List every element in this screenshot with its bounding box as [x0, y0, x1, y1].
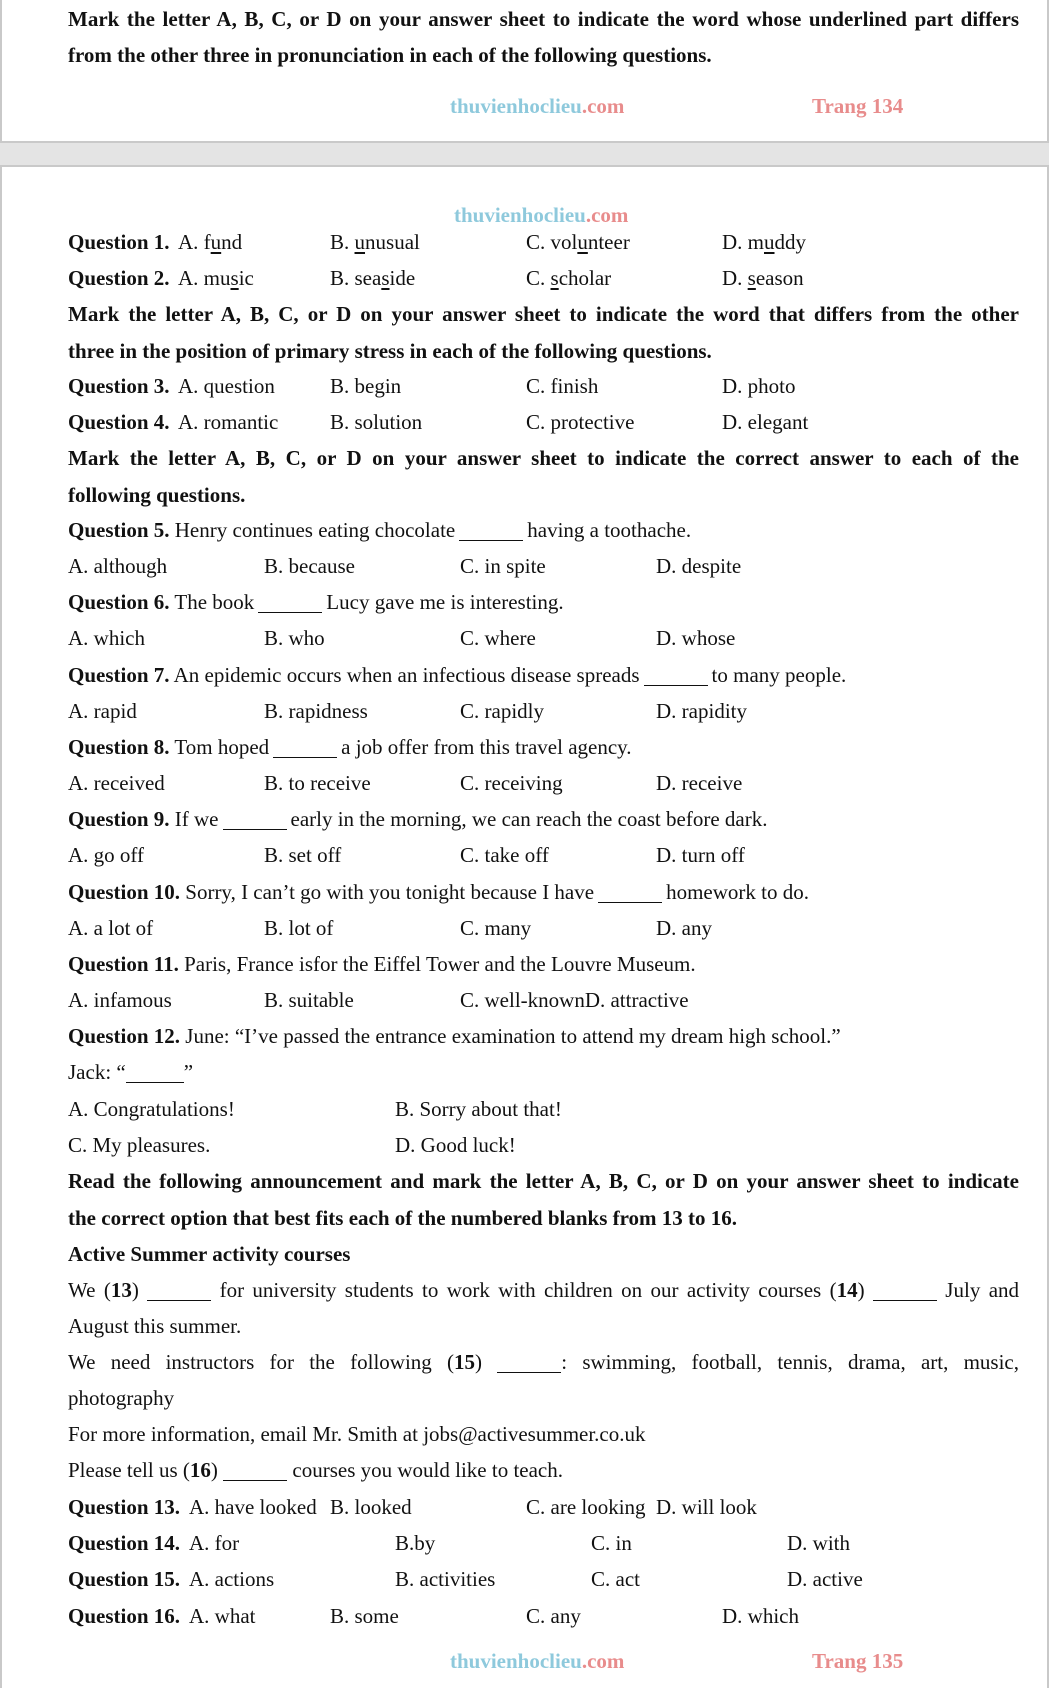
- question-12-options-row-2: [68, 1127, 1019, 1163]
- option-b: B. who: [264, 626, 325, 650]
- question-label: Question 13.: [68, 1495, 181, 1519]
- question-14: [68, 1525, 1019, 1561]
- option-b: B. some: [330, 1604, 399, 1628]
- answer-blank: [126, 1081, 184, 1083]
- question-9: [68, 801, 1019, 837]
- question-13: [68, 1489, 1019, 1525]
- correct-answer-instruction-line-2: following questions.: [68, 483, 246, 507]
- option-a: A. actions: [189, 1567, 275, 1591]
- pronunciation-instruction-line-1: Mark the letter A, B, C, or D on your answer sheet to indicate the word whose underlined part differs: [68, 7, 1019, 31]
- answer-blank: [223, 1479, 287, 1481]
- stress-instruction-line-1: Mark the letter A, B, C, or D on your answer sheet to indicate the word that differs from the other: [68, 302, 1019, 326]
- option-c: C. act: [591, 1567, 640, 1591]
- question-1: [68, 224, 1019, 260]
- option-c: C. protective: [526, 410, 635, 434]
- option-c: C. many: [460, 916, 532, 940]
- question-7-options: [68, 693, 1019, 729]
- question-6: [68, 584, 1019, 620]
- page-134-bottom: [0, 0, 1049, 143]
- option-a: A. question: [178, 374, 275, 398]
- option-d: D. elegant: [722, 410, 809, 434]
- question-label: Question 11.: [68, 952, 179, 976]
- site-logo-part-2: .com: [581, 1649, 625, 1673]
- question-11: [68, 946, 1019, 982]
- answer-blank: [497, 1371, 561, 1373]
- option-a: A. infamous: [68, 988, 172, 1012]
- reading-instruction-line-2: the correct option that best fits each of the numbered blanks from 13 to 16.: [68, 1206, 738, 1230]
- jack-reply: Jack: “ ”: [68, 1060, 194, 1084]
- option-d: D. season: [722, 266, 804, 290]
- option-d: D. any: [656, 916, 712, 940]
- option-d: D. with: [787, 1531, 850, 1555]
- question-stem: Question 6. The book Lucy gave me is interesting.: [68, 590, 564, 614]
- option-a: A. for: [189, 1531, 240, 1555]
- pronunciation-instruction-line-2: from the other three in pronunciation in each of the following questions.: [68, 43, 712, 67]
- option-c: C. where: [460, 626, 536, 650]
- question-9-options: [68, 837, 1019, 873]
- question-8-options: [68, 765, 1019, 801]
- question-label: Question 10.: [68, 880, 181, 904]
- option-b: B. lot of: [264, 916, 334, 940]
- page-number: Trang 134: [812, 94, 904, 118]
- option-c: C. finish: [526, 374, 599, 398]
- passage-paragraph-1-line-1: We (13) for university students to work with children on our activity courses (14) July and: [68, 1278, 1020, 1302]
- option-b: B. activities: [395, 1567, 496, 1591]
- option-a: A. although: [68, 554, 168, 578]
- option-d: D. active: [787, 1567, 863, 1591]
- question-label: Question 14.: [68, 1531, 181, 1555]
- option-d: D. will look: [656, 1495, 757, 1519]
- question-label: Question 16.: [68, 1604, 181, 1628]
- option-c: C. rapidly: [460, 699, 544, 723]
- option-c: C. in: [591, 1531, 632, 1555]
- question-10: [68, 874, 1019, 910]
- option-a: A. music: [178, 266, 254, 290]
- option-d: D. whose: [656, 626, 736, 650]
- option-b: B. unusual: [330, 230, 420, 254]
- passage-paragraph-4: Please tell us (16) courses you would like to teach.: [68, 1458, 563, 1482]
- option-c: C. in spite: [460, 554, 546, 578]
- answer-blank: [873, 1299, 937, 1301]
- question-stem: Question 11. Paris, France isfor the Eiffel Tower and the Louvre Museum.: [68, 952, 696, 976]
- reading-instruction-line-1: Read the following announcement and mark the letter A, B, C, or D on your answer sheet to indicate: [68, 1169, 1019, 1193]
- option-a: A. received: [68, 771, 165, 795]
- option-a: A. go off: [68, 843, 145, 867]
- site-logo-part-1: thuvienhoclieu: [450, 1649, 582, 1673]
- passage-paragraph-3: For more information, email Mr. Smith at jobs@activesummer.co.uk: [68, 1422, 646, 1446]
- page-number: Trang 135: [812, 1649, 904, 1673]
- question-label: Question 7.: [68, 663, 170, 687]
- question-stem: Question 5. Henry continues eating chocolate having a toothache.: [68, 518, 692, 542]
- answer-blank: [273, 756, 337, 758]
- question-label: Question 4.: [68, 410, 170, 434]
- question-11-options: [68, 982, 1019, 1018]
- site-logo-part-2: .com: [581, 94, 625, 118]
- answer-blank: [258, 611, 322, 613]
- answer-blank: [598, 901, 662, 903]
- option-d: D. Good luck!: [395, 1133, 516, 1157]
- question-stem: Question 7. An epidemic occurs when an infectious disease spreads to many people.: [68, 663, 847, 687]
- option-b: B. looked: [330, 1495, 412, 1519]
- question-stem: Question 10. Sorry, I can’t go with you tonight because I have homework to do.: [68, 880, 809, 904]
- passage-paragraph-1-line-2: August this summer.: [68, 1314, 242, 1338]
- question-12: [68, 1018, 1019, 1054]
- option-b: B. because: [264, 554, 355, 578]
- answer-blank: [223, 828, 287, 830]
- question-label: Question 3.: [68, 374, 170, 398]
- option-c: C. take off: [460, 843, 549, 867]
- question-label: Question 1.: [68, 230, 170, 254]
- option-d: D. receive: [656, 771, 743, 795]
- question-8: [68, 729, 1019, 765]
- site-logo-part-2: .com: [585, 203, 629, 227]
- question-stem: Question 8. Tom hoped a job offer from this travel agency.: [68, 735, 632, 759]
- question-label: Question 8.: [68, 735, 170, 759]
- question-16: [68, 1598, 1019, 1634]
- question-3: [68, 368, 1019, 404]
- passage-title: Active Summer activity courses: [68, 1242, 351, 1266]
- option-c: C. any: [526, 1604, 581, 1628]
- site-logo-part-1: thuvienhoclieu: [450, 94, 582, 118]
- option-b: B. to receive: [264, 771, 371, 795]
- question-label: Question 9.: [68, 807, 170, 831]
- option-a: A. which: [68, 626, 145, 650]
- option-c: C. volunteer: [526, 230, 630, 254]
- option-d: D. despite: [656, 554, 742, 578]
- question-5: [68, 512, 1019, 548]
- question-15: [68, 1561, 1019, 1597]
- answer-blank: [147, 1299, 211, 1301]
- option-a: A. a lot of: [68, 916, 154, 940]
- option-a: A. what: [189, 1604, 256, 1628]
- option-d: D. rapidity: [656, 699, 747, 723]
- option-d: D. which: [722, 1604, 799, 1628]
- option-c: C. My pleasures.: [68, 1133, 211, 1157]
- answer-blank: [644, 684, 708, 686]
- correct-answer-instruction-line-1: Mark the letter A, B, C, or D on your answer sheet to indicate the correct answer to each of the: [68, 446, 1019, 470]
- option-b: B. rapidness: [264, 699, 368, 723]
- answer-blank: [459, 539, 523, 541]
- question-7: [68, 657, 1019, 693]
- question-label: Question 5.: [68, 518, 170, 542]
- option-b: B. set off: [264, 843, 342, 867]
- option-b: B. begin: [330, 374, 402, 398]
- question-stem: Question 9. If we early in the morning, we can reach the coast before dark.: [68, 807, 768, 831]
- option-c: C. receiving: [460, 771, 563, 795]
- option-c-d: C. well-knownD. attractive: [460, 988, 689, 1012]
- option-c: C. are looking: [526, 1495, 646, 1519]
- site-logo-footer: [450, 94, 624, 119]
- option-d: D. muddy: [722, 230, 806, 254]
- question-label: Question 6.: [68, 590, 170, 614]
- question-2: [68, 260, 1019, 296]
- question-label: Question 12.: [68, 1024, 181, 1048]
- passage-paragraph-2-line-1: We need instructors for the following (15) : swimming, football, tennis, drama, art, music,: [68, 1350, 1019, 1374]
- site-logo-footer: [450, 1649, 624, 1674]
- option-c: C. scholar: [526, 266, 612, 290]
- question-10-options: [68, 910, 1019, 946]
- question-5-options: [68, 548, 1019, 584]
- question-4: [68, 404, 1019, 440]
- option-a: A. romantic: [178, 410, 279, 434]
- option-a: A. Congratulations!: [68, 1097, 235, 1121]
- question-stem: Question 12. June: “I’ve passed the entrance examination to attend my dream high school.”: [68, 1024, 841, 1048]
- stress-instruction-line-2: three in the position of primary stress in each of the following questions.: [68, 339, 712, 363]
- page-135: [0, 165, 1049, 1688]
- question-12-dialogue: [68, 1054, 1019, 1090]
- option-b: B. seaside: [330, 266, 416, 290]
- option-b: B. Sorry about that!: [395, 1097, 562, 1121]
- option-b: B.by: [395, 1531, 436, 1555]
- option-d: D. photo: [722, 374, 796, 398]
- option-b: B. suitable: [264, 988, 354, 1012]
- option-b: B. solution: [330, 410, 423, 434]
- question-label: Question 15.: [68, 1567, 181, 1591]
- site-logo-part-1: thuvienhoclieu: [454, 203, 586, 227]
- question-label: Question 2.: [68, 266, 170, 290]
- question-6-options: [68, 620, 1019, 656]
- question-12-options-row-1: [68, 1091, 1019, 1127]
- option-a: A. rapid: [68, 699, 137, 723]
- option-a: A. fund: [178, 230, 243, 254]
- passage-paragraph-2-line-2: photography: [68, 1386, 175, 1410]
- option-a: A. have looked: [189, 1495, 317, 1519]
- option-d: D. turn off: [656, 843, 745, 867]
